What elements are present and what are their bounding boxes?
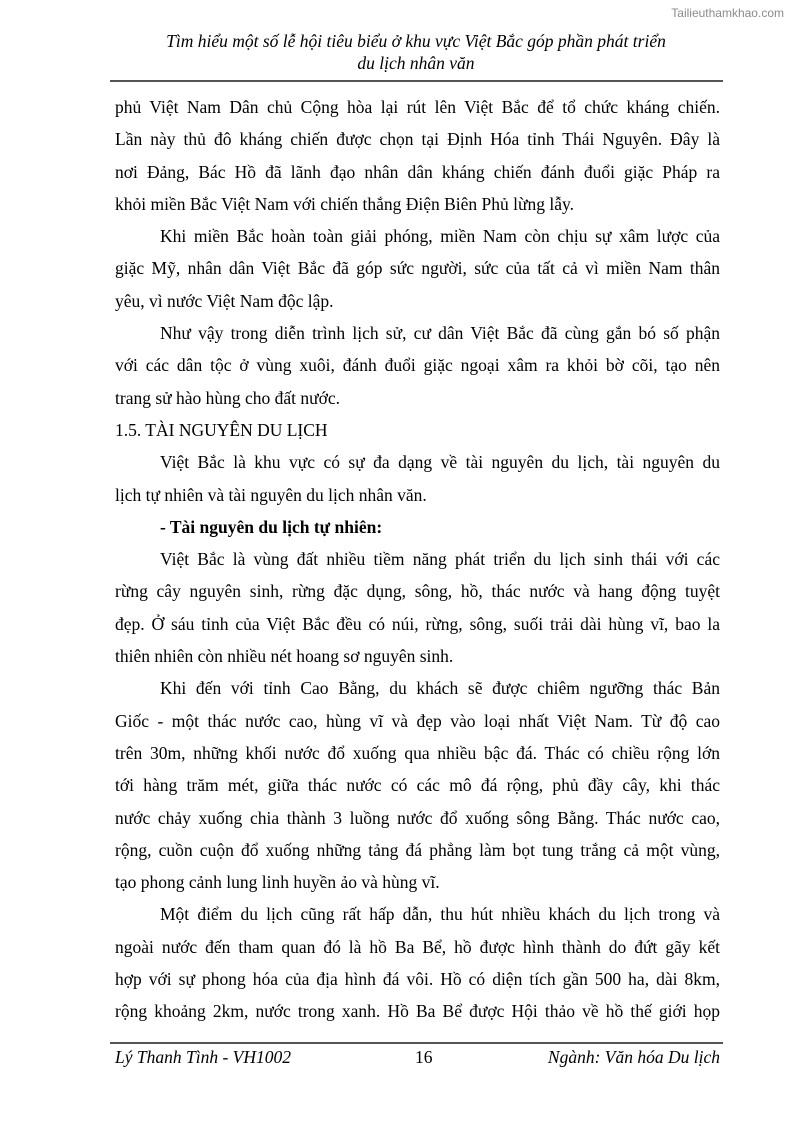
text-line: yêu, vì nước Việt Nam độc lập.: [115, 290, 334, 311]
text-line: nước chảy xuống chia thành 3 luồng nước đổ xuống sông Bằng. Thác nước cao,: [115, 807, 720, 828]
footer-major: Ngành: Văn hóa Du lịch: [547, 1047, 720, 1067]
text-line: rộng khoảng 2km, nước trong xanh. Hồ Ba Bể được Hội thảo về hồ thế giới họp: [115, 1001, 720, 1022]
paragraph: [115, 511, 720, 543]
header-rule: [110, 80, 723, 82]
paragraph: [115, 898, 720, 1027]
paragraph: [115, 543, 720, 672]
header-line-1: Tìm hiểu một số lễ hội tiêu biểu ở khu vực Việt Bắc góp phần phát triển: [166, 31, 666, 51]
text-line: hợp với sự phong hóa của địa hình đá vôi. Hồ có diện tích gần 500 ha, dài 8km,: [115, 969, 720, 990]
header-line-2: du lịch nhân văn: [357, 53, 475, 73]
text-line: rừng cây nguyên sinh, rừng đặc dụng, sông, hồ, thác nước và hang động tuyệt: [115, 581, 720, 602]
text-line: 1.5. TÀI NGUYÊN DU LỊCH: [115, 419, 328, 440]
paragraph: [115, 672, 720, 898]
text-line: Một điểm du lịch cũng rất hấp dẫn, thu hút nhiều khách du lịch trong và: [160, 904, 720, 925]
text-line: thiên nhiên còn nhiều nét hoang sơ nguyên sinh.: [115, 646, 454, 667]
paragraph: [115, 446, 720, 511]
text-line: Giốc - một thác nước cao, hùng vĩ và đẹp vào loại nhất Việt Nam. Từ độ cao: [115, 710, 720, 731]
section-heading: [115, 414, 720, 446]
text-line: ngoài nước đến tham quan đó là hồ Ba Bể, hồ được hình thành do đứt gãy kết: [115, 936, 720, 957]
footer-rule: [110, 1042, 723, 1044]
watermark: Tailieuthamkhao.com: [671, 6, 784, 20]
footer: [115, 1045, 720, 1069]
body-text: [115, 91, 720, 1028]
text-line: phủ Việt Nam Dân chủ Cộng hòa lại rút lên Việt Bắc để tổ chức kháng chiến.: [115, 97, 720, 117]
paragraph: [115, 317, 720, 414]
text-line: Khi đến với tỉnh Cao Bằng, du khách sẽ được chiêm ngưỡng thác Bản: [160, 678, 720, 699]
page-number: 16: [415, 1047, 433, 1067]
text-line: Việt Bắc là khu vực có sự đa dạng về tài nguyên du lịch, tài nguyên du: [160, 452, 720, 473]
text-line: trên 30m, những khối nước đổ xuống qua nhiều bậc đá. Thác có chiều rộng lớn: [115, 742, 720, 763]
text-line: với các dân tộc ở vùng xuôi, đánh đuổi giặc ngoại xâm ra khỏi bờ cõi, tạo nên: [115, 355, 720, 376]
text-line: Việt Bắc là vùng đất nhiều tiềm năng phát triển du lịch sinh thái với các: [160, 549, 720, 570]
text-line: nơi Đảng, Bác Hồ đã lãnh đạo nhân dân kháng chiến đánh đuổi giặc Pháp ra: [115, 161, 720, 182]
text-line: lịch tự nhiên và tài nguyên du lịch nhân văn.: [115, 484, 427, 505]
paragraph: [115, 91, 720, 220]
text-line: - Tài nguyên du lịch tự nhiên:: [160, 516, 383, 537]
text-line: giặc Mỹ, nhân dân Việt Bắc đã góp sức người, sức của tất cả vì miền Nam thân: [115, 258, 720, 279]
paragraph: [115, 220, 720, 317]
text-line: rộng, cuồn cuộn đổ xuống những tảng đá phẳng làm bọt tung trắng cả một vùng,: [115, 839, 720, 860]
text-line: Khi miền Bắc hoàn toàn giải phóng, miền Nam còn chịu sự xâm lược của: [160, 226, 720, 247]
text-line: tạo phong cảnh lung linh huyền ảo và hùng vĩ.: [115, 872, 440, 893]
text-line: khỏi miền Bắc Việt Nam với chiến thắng Điện Biên Phủ lừng lẫy.: [115, 193, 574, 214]
text-line: Như vậy trong diễn trình lịch sử, cư dân Việt Bắc đã cùng gắn bó số phận: [160, 323, 720, 344]
text-line: trang sử hào hùng cho đất nước.: [115, 387, 341, 408]
running-header: [110, 30, 722, 74]
text-line: Lần này thủ đô kháng chiến được chọn tại Định Hóa tỉnh Thái Nguyên. Đây là: [115, 129, 720, 150]
text-line: tới hàng trăm mét, giữa thác nước có các mô đá rộng, phủ đầy cây, khi thác: [115, 775, 720, 796]
footer-author: Lý Thanh Tình - VH1002: [115, 1047, 291, 1067]
text-line: đẹp. Ở sáu tỉnh của Việt Bắc đều có núi, rừng, sông, suối trải dài hùng vĩ, bao la: [115, 613, 720, 634]
